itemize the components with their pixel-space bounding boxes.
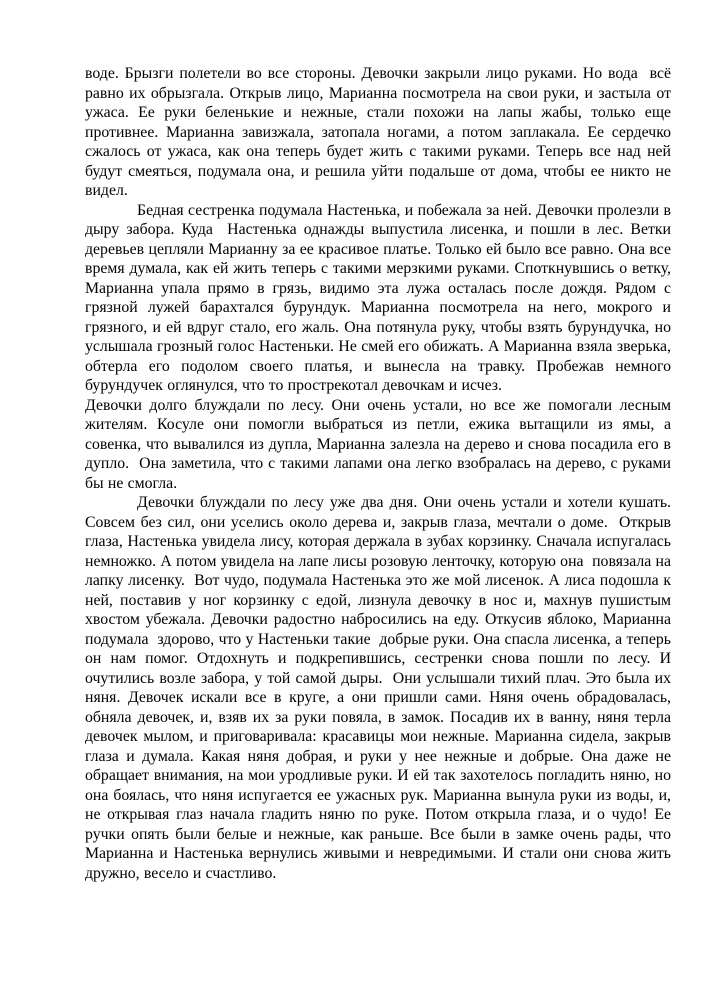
story-paragraph-1: воде. Брызги полетели во все стороны. Девочки закрыли лицо руками. Но вода всё равно их обрызгала. Открыв лицо, Марианна посмотрела на свои руки, и застыла от ужаса. Ее руки беленькие и нежные, стали похожи на лапы жабы, только еще противнее. Марианна завизжала, затопала ногами, а потом заплакала. Ее сердечко сжалось от ужаса, как она теперь будет жить с такими руками. Теперь все над ней будут смеяться, подумала она, и решила уйти подальше от дома, чтобы ее никто не видел.: [85, 65, 676, 199]
story-paragraph-4: Девочки блуждали по лесу уже два дня. Они очень устали и хотели кушать. Совсем без сил, они уселись около дерева и, закрыв глаза, мечтали о доме. Открыв глаза, Настенька увидела лису, которая держала в зубах корзинку. Сначала испугалась немножко. А потом увидела на лапе лисы розовую ленточку, которую она повязала на лапку лисенку. Вот чудо, подумала Настенька это же мой лисенок. А лиса подошла к ней, поставив у ног корзинку с едой, лизнула девочку в нос и, махнув пушистым хвостом убежала. Девочки радостно набросились на еду. Откусив яблоко, Марианна подумала здорово, что у Настеньки такие добрые руки. Она спасла лисенка, а теперь он нам помог. Отдохнуть и подкрепившись, сестренки снова пошли по лесу. И очутились возле забора, у той самой дыры. Они услышали тихий плач. Это была их няня. Девочек искали все в круге, а они пришли сами. Няня очень обрадовалась, обняла девочек, и, взяв их за руки повяла, в замок. Посадив их в ванну, няня терла девочек мылом, и приговаривала: красавицы мои нежные. Марианна сидела, закрыв глаза и думала. Какая няня добрая, и руки у нее нежные и добрые. Она даже не обращает внимания, на мои уродливые руки. И ей так захотелось погладить няню, но она боялась, что няня испугается ее ужасных рук. Марианна вынула руки из воды, и, не открывая глаз начала гладить няню по руке. Потом открыла глаза, и о чудо! Ее ручки опять были белые и нежные, как раньше. Все были в замке очень рады, что Марианна и Настенька вернулись живыми и невредимыми. И стали они снова жить дружно, весело и счастливо.: [85, 494, 676, 882]
story-paragraph-3: Девочки долго блуждали по лесу. Они очень устали, но все же помогали лесным жителям. Косуле они помогли выбраться из петли, ежика вытащили из ямы, а совенка, что вывалился из дупла, Марианна залезла на дерево и снова посадила его в дупло. Она заметила, что с такими лапами она легко взобралась на дерево, с руками бы не смогла.: [85, 396, 676, 492]
story-paragraph-2: Бедная сестренка подумала Настенька, и побежала за ней. Девочки пролезли в дыру забора. Куда Настенька однажды выпустила лисенка, и пошли в лес. Ветки деревьев цепляли Марианну за ее красивое платье. Только ей было все равно. Она все время думала, как ей жить теперь с такими мерзкими руками. Споткнувшись о ветку, Марианна упала прямо в грязь, видимо эта лужа осталась после дождя. Рядом с грязной лужей барахтался бурундук. Марианна посмотрела на него, мокрого и грязного, и ей вдруг стало, его жаль. Она потянула руку, чтобы взять бурундучка, но услышала грозный голос Настеньки. Не смей его обижать. А Марианна взяла зверька, обтерла его подолом своего платья, и вынесла на травку. Пробежав немного бурундучек оглянулся, что то прострекотал девочкам и исчез.: [85, 201, 676, 394]
